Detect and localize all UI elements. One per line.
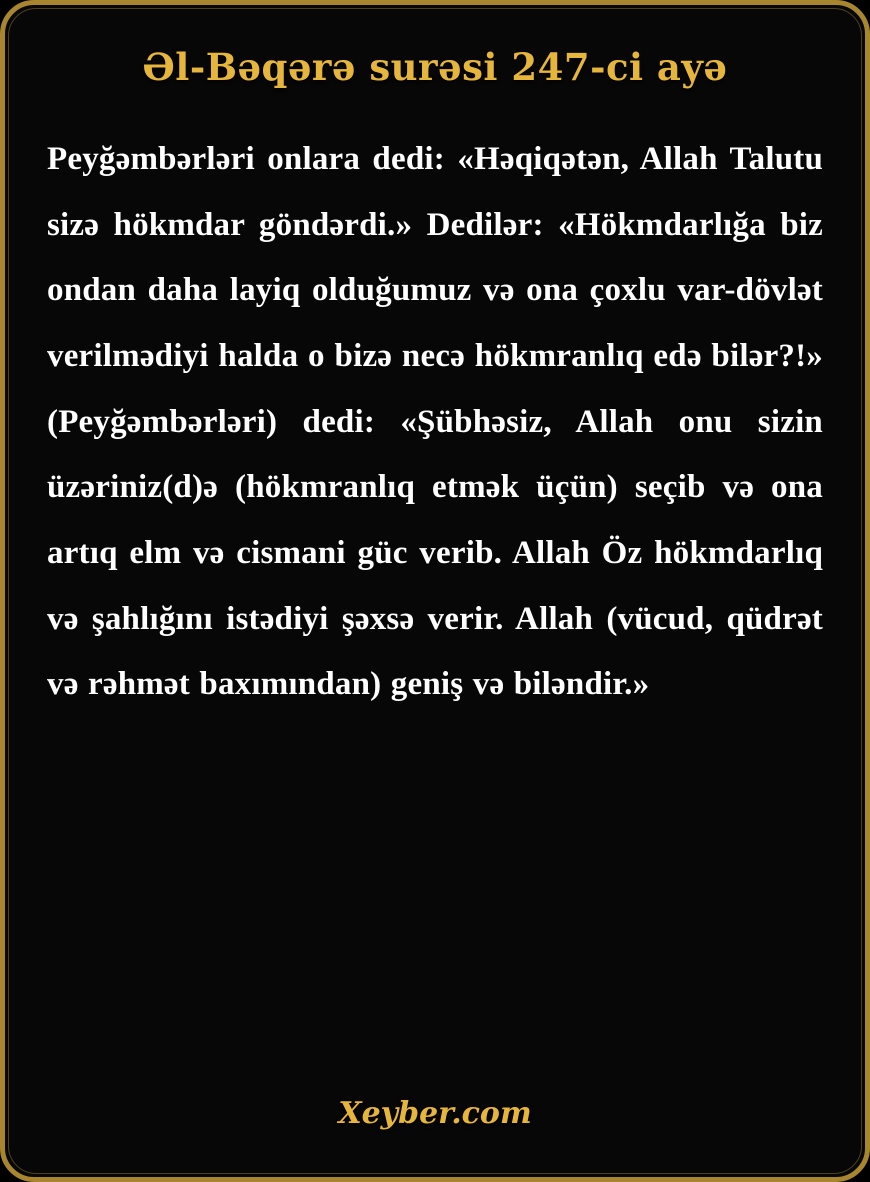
ayah-translation-text: Peyğəmbərləri onlara dedi: «Həqiqətən, Allah Talutu sizə hökmdar göndərdi.» Dedilər: «Hökmdarlığa biz ondan daha layiq olduğumuz və ona çoxlu var-dövlət verilmədiyi halda o bizə necə hökmranlıq edə bilər?!» (Peyğəmbərləri) dedi: «Şübhəsiz, Allah onu sizin üzəriniz(d)ə (hökmranlıq etmək üçün) seçib və ona artıq elm və cismani güc verib. Allah Öz hökmdarlıq və şahlığını istədiyi şəxsə verir. Allah (vücud, qüdrət və rəhmət baxımından) geniş və biləndir.» — [47, 141, 823, 703]
site-watermark: Xeyber.com — [338, 1096, 532, 1131]
ayah-body — [39, 93, 831, 1096]
card-footer — [39, 1096, 831, 1157]
page-title: Əl-Bəqərə surəsi 247-ci ayə — [142, 45, 728, 89]
